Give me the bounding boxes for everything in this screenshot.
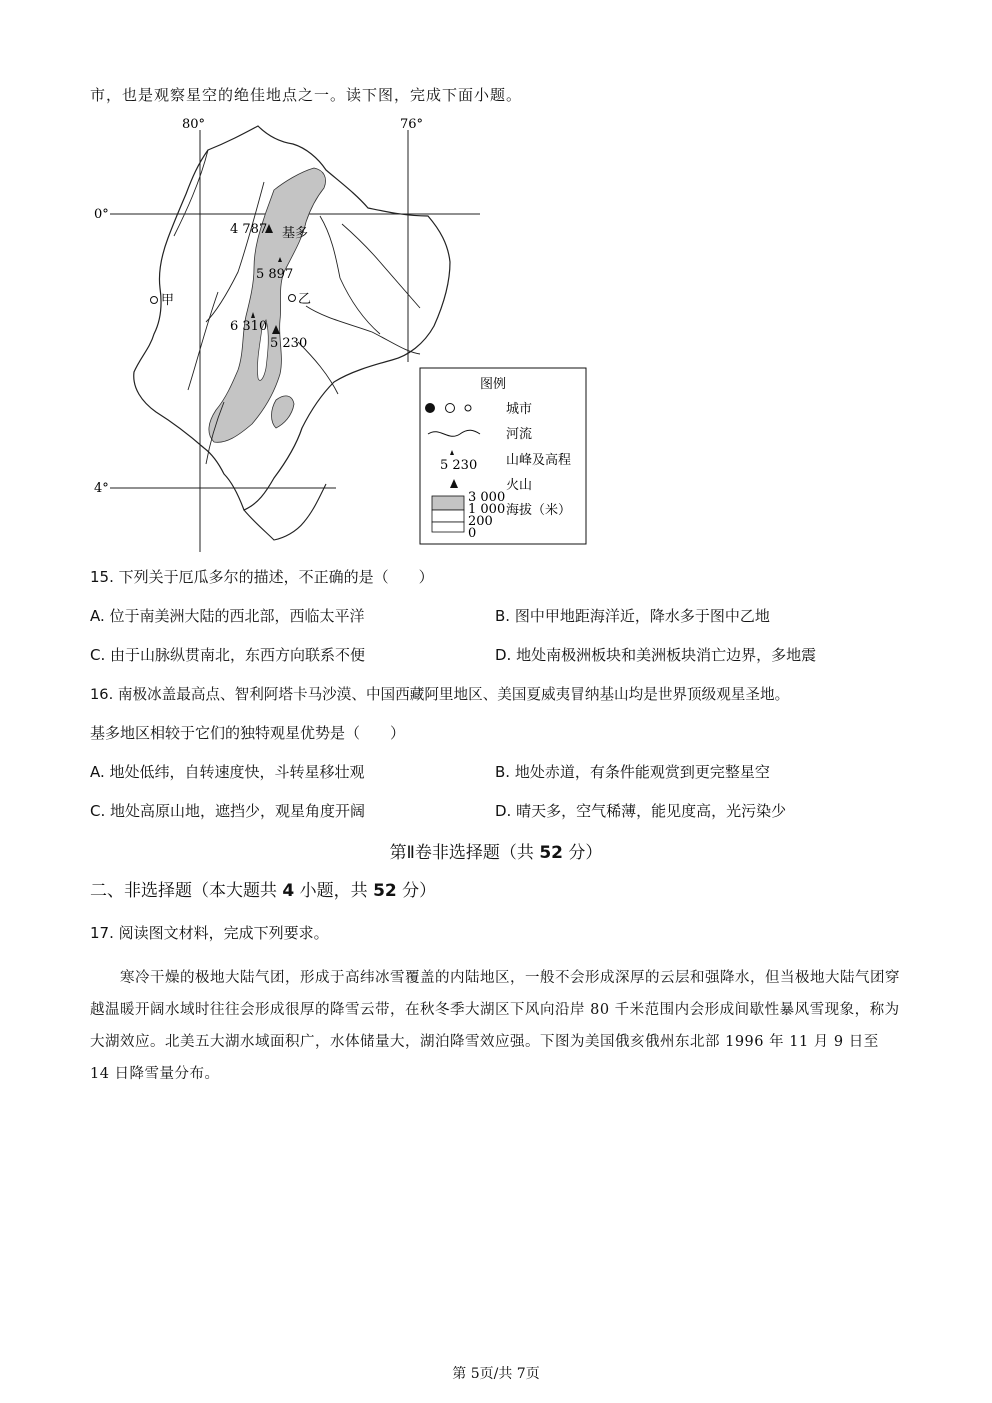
lat-4-label: 4° — [94, 481, 109, 496]
lon-80-label: 80° — [182, 117, 206, 132]
elev-level: 1 000 — [468, 502, 506, 517]
q15-option-a[interactable]: A. 位于南美洲大陆的西北部，西临太平洋 — [90, 607, 365, 625]
q16-option-a[interactable]: A. 地处低纬，自转速度快，斗转星移壮观 — [90, 763, 365, 781]
elev-level: 0 — [468, 526, 477, 541]
q15-stem: 15. 下列关于厄瓜多尔的描述，不正确的是（ ） — [90, 568, 434, 586]
q15-option-d[interactable]: D. 地处南极洲板块和美洲板块消亡边界，多地震 — [495, 646, 817, 664]
q16-option-c[interactable]: C. 地处高原山地，遮挡少，观星角度开阔 — [90, 802, 366, 820]
q16-stem-line2: 基多地区相较于它们的独特观星优势是（ ） — [90, 724, 406, 742]
peak-label: 6 310 — [230, 319, 268, 334]
q15-option-b[interactable]: B. 图中甲地距海洋近，降水多于图中乙地 — [495, 607, 770, 625]
elev-swatch-high — [432, 496, 464, 510]
place-jia-label: 甲 — [161, 293, 175, 308]
legend-city: 城市 — [506, 402, 533, 417]
intro-text: 市，也是观察星空的绝佳地点之一。读下图，完成下面小题。 — [90, 86, 523, 104]
section-title: 第Ⅱ卷非选择题（共 52 分） — [389, 843, 603, 863]
part-two-heading: 二、非选择题（本大题共 4 小题，共 52 分） — [90, 881, 437, 901]
river — [306, 306, 420, 354]
legend-peak-sample: 5 230 — [440, 458, 478, 473]
page-footer: 第 5页/共 7页 — [452, 1366, 540, 1382]
q15-option-c[interactable]: C. 由于山脉纵贯南北，东西方向联系不便 — [90, 646, 366, 664]
place-yi-label: 乙 — [298, 292, 312, 307]
peak-label: 4 787 — [230, 222, 268, 237]
ecuador-map — [88, 112, 600, 552]
city-dot-icon — [425, 403, 435, 413]
q16-stem-line1: 16. 南极冰盖最高点、智利阿塔卡马沙漠、中国西藏阿里地区、美国夏威夷冒纳基山均是世界顶级观星圣地。 — [90, 686, 790, 703]
peak-label: 5 230 — [270, 336, 308, 351]
legend-river: 河流 — [506, 427, 533, 442]
elev-swatch-mid — [432, 510, 464, 522]
elev-level: 3 000 — [468, 490, 506, 505]
q16-option-b[interactable]: B. 地处赤道，有条件能观赏到更完整星空 — [495, 763, 770, 781]
lat-0-label: 0° — [94, 207, 109, 222]
river — [174, 150, 208, 236]
city-jia-icon — [151, 297, 158, 304]
river — [320, 216, 380, 334]
southern-border — [244, 484, 326, 540]
city-quito-label: 基多 — [282, 226, 309, 241]
city-yi-icon — [289, 295, 296, 302]
river — [188, 292, 218, 390]
elev-level: 200 — [468, 514, 493, 529]
peak-label: 5 897 — [256, 267, 294, 282]
legend-title: 图例 — [480, 377, 507, 392]
legend-elevation: 海拔（米） — [506, 503, 572, 518]
city-circle-icon — [446, 404, 455, 413]
q17-stem: 17. 阅读图文材料，完成下列要求。 — [90, 924, 329, 942]
highland-lobe — [272, 396, 295, 428]
q16-option-d[interactable]: D. 晴天多，空气稀薄，能见度高，光污染少 — [495, 802, 787, 820]
elev-swatch-low — [432, 522, 464, 532]
legend-peak: 山峰及高程 — [506, 453, 572, 468]
legend-volcano: 火山 — [506, 478, 533, 493]
lon-76-label: 76° — [400, 117, 424, 132]
city-small-circle-icon — [465, 405, 471, 411]
q17-passage: 寒冷干燥的极地大陆气团，形成于高纬冰雪覆盖的内陆地区，一般不会形成深厚的云层和强降水，但当极地大陆气团穿越温暖开阔水域时往往会形成很厚的降雪云带，在秋冬季大湖区下风向沿岸 80 千米范围内会形成间歇性暴风雪现象，称为大湖效应。北美五大湖水域面积广，水体储量大，湖泊降雪效应强。下图为美国俄亥俄州东北部 1996 年 11 月 9 日至 14 日降雪量分布。 — [90, 970, 900, 1082]
